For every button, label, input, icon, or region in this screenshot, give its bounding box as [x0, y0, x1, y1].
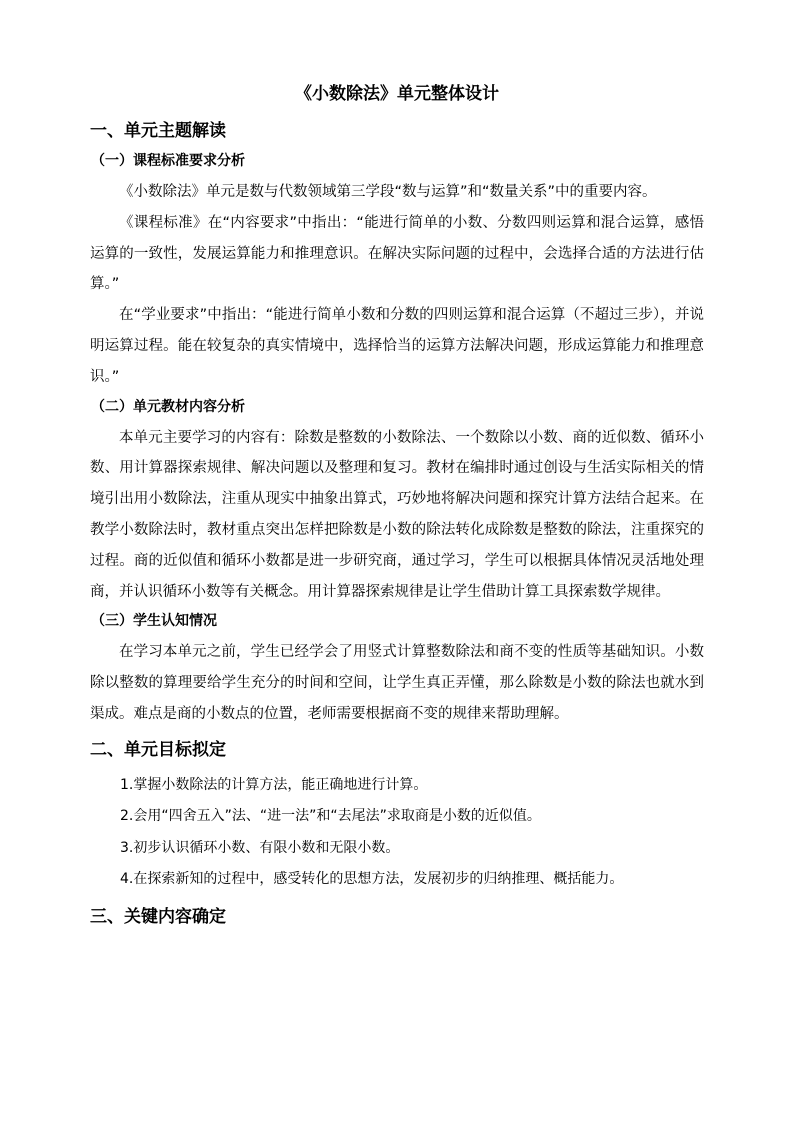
- list-item: 2.会用“四舍五入”法、“进一法”和“去尾法”求取商是小数的近似值。: [120, 808, 541, 825]
- section-1-heading: 一、单元主题解读: [90, 121, 226, 141]
- subsection-3-heading: （三）学生认知情况: [91, 613, 217, 630]
- subsection-1-heading: （一）课程标准要求分析: [91, 153, 245, 169]
- paragraph: 在学习本单元之前，学生已经学会了用竖式计算整数除法和商不变的性质等基础知识。小数除以整数的算理要给学生充分的时间和空间，让学生真正弄懂，那么除数是小数的除法也就水到渠成。难点是商的小数点的位置，老师需要根据商不变的规律来帮助理解。: [90, 644, 704, 722]
- section-2-heading: 二、单元目标拟定: [90, 739, 226, 760]
- list-item: 4.在探索新知的过程中，感受转化的思想方法，发展初步的归纳推理、概括能力。: [120, 871, 624, 888]
- paragraph: 《课程标准》在“内容要求”中指出：“能进行简单的小数、分数四则运算和混合运算，感悟运算的一致性，发展运算能力和推理意识。在解决实际问题的过程中，会选择合适的方法进行估算。”: [90, 214, 704, 293]
- list-item: 1.掌握小数除法的计算方法，能正确地进行计算。: [120, 776, 428, 793]
- document-title: 《小数除法》单元整体设计: [295, 84, 499, 104]
- paragraph: 本单元主要学习的内容有：除数是整数的小数除法、一个数除以小数、商的近似数、循环小数、用计算器探索规律、解决问题以及整理和复习。教材在编排时通过创设与生活实际相关的情境引出用小数除法，注重从现实中抽象出算式，巧妙地将解决问题和探究计算方法结合起来。在教学小数除法时，教材重点突出怎样把除数是小数的除法转化成除数是整数的除法，注重探究的过程。商的近似值和循环小数都是进一步研究商，通过学习，学生可以根据具体情况灵活地处理商，并认识循环小数等有关概念。用计算器探索规律是让学生借助计算工具探索数学规律。: [90, 429, 704, 600]
- subsection-2-heading: （二）单元教材内容分析: [91, 398, 245, 415]
- section-3-heading: 三、关键内容确定: [90, 906, 226, 927]
- paragraph: 在“学业要求”中指出：“能进行简单小数和分数的四则运算和混合运算（不超过三步），并说明运算过程。能在较复杂的真实情境中，选择恰当的运算方法解决问题，形成运算能力和推理意识。”: [90, 307, 704, 385]
- paragraph: 《小数除法》单元是数与代数领域第三学段“数与运算”和“数量关系”中的重要内容。: [119, 184, 657, 200]
- document-page: [90, 82, 704, 937]
- list-item: 3.初步认识循环小数、有限小数和无限小数。: [120, 839, 400, 856]
